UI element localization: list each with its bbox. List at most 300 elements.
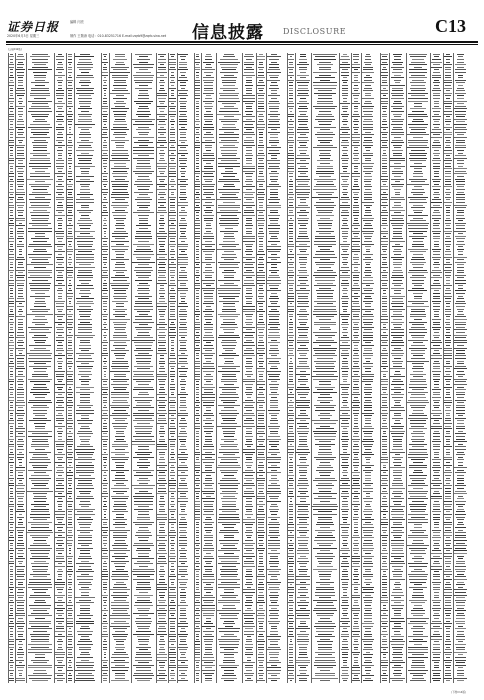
- table-cell: [19, 675, 23, 676]
- table-cell: [10, 121, 14, 122]
- table-cell: [138, 127, 149, 128]
- table-cell: [16, 639, 25, 640]
- table-cell: [179, 327, 187, 328]
- table-cell: [18, 129, 23, 130]
- table-row: [101, 423, 189, 424]
- table-cell: [171, 75, 175, 76]
- table-cell: [19, 662, 23, 663]
- table-cell: [179, 101, 187, 102]
- table-cell: [102, 483, 108, 484]
- table-cell: [17, 283, 25, 284]
- table-cell: [103, 605, 107, 606]
- table-cell: [69, 628, 71, 629]
- table-cell: [115, 348, 125, 349]
- table-cell: [104, 77, 107, 78]
- table-cell: [17, 392, 25, 393]
- section-title: 信息披露: [192, 18, 264, 43]
- table-row: [101, 478, 189, 479]
- table-cell: [28, 628, 51, 629]
- table-cell: [171, 678, 174, 679]
- table-cell: [169, 264, 176, 265]
- table-cell: [159, 249, 166, 250]
- table-cell: [160, 436, 165, 437]
- table-cell: [157, 400, 166, 401]
- table-cell: [112, 413, 129, 414]
- table-row: [8, 626, 96, 627]
- table-cell: [180, 199, 186, 200]
- table-cell: [69, 181, 72, 182]
- table-cell: [31, 511, 49, 512]
- table-cell: [28, 530, 51, 531]
- table-cell: [32, 376, 47, 377]
- table-cell: [137, 462, 149, 463]
- table-row: [194, 56, 282, 57]
- table-cell: [29, 582, 50, 583]
- table-row: [101, 660, 189, 661]
- table-cell: [110, 371, 130, 372]
- table-cell: [135, 296, 152, 297]
- table-cell: [10, 431, 12, 432]
- table-cell: [17, 517, 24, 518]
- table-cell: [160, 358, 164, 359]
- table-cell: [204, 106, 213, 107]
- table-cell: [55, 384, 65, 385]
- table-cell: [78, 147, 92, 148]
- table-cell: [157, 589, 166, 590]
- table-cell: [57, 379, 63, 380]
- table-row: [101, 150, 189, 151]
- table-cell: [180, 231, 186, 232]
- table-cell: [157, 449, 166, 450]
- table-cell: [57, 316, 63, 317]
- table-cell: [68, 241, 71, 242]
- table-row: [101, 275, 189, 276]
- table-row: [101, 176, 189, 177]
- table-cell: [138, 155, 150, 156]
- table-cell: [28, 675, 53, 676]
- table-cell: [181, 589, 186, 590]
- table-cell: [17, 199, 24, 200]
- table-cell: [10, 675, 12, 676]
- table-cell: [68, 498, 73, 499]
- table-row: [101, 147, 189, 148]
- table-cell: [55, 215, 65, 216]
- table-cell: [170, 400, 175, 401]
- table-cell: [170, 639, 174, 640]
- table-cell: [9, 163, 14, 164]
- table-cell: [10, 553, 12, 554]
- table-cell: [69, 64, 72, 65]
- table-cell: [16, 225, 25, 226]
- table-cell: [79, 556, 91, 557]
- table-cell: [68, 478, 71, 479]
- table-row: [8, 470, 96, 471]
- table-cell: [179, 249, 187, 250]
- table-cell: [170, 488, 176, 489]
- table-row: [101, 82, 189, 83]
- table-cell: [81, 418, 90, 419]
- table-cell: [169, 212, 176, 213]
- table-cell: [135, 355, 151, 356]
- table-cell: [160, 246, 164, 247]
- table-cell: [179, 119, 186, 120]
- table-row: [8, 628, 96, 629]
- table-cell: [68, 639, 72, 640]
- table-cell: [179, 514, 188, 515]
- table-row: [8, 288, 96, 289]
- table-row: [101, 137, 189, 138]
- table-cell: [32, 337, 47, 338]
- table-cell: [76, 262, 94, 263]
- table-cell: [104, 657, 107, 658]
- table-cell: [56, 181, 65, 182]
- table-cell: [104, 472, 106, 473]
- table-cell: [179, 376, 187, 377]
- table-cell: [57, 431, 63, 432]
- table-cell: [67, 335, 73, 336]
- table-cell: [10, 470, 14, 471]
- table-cell: [169, 98, 175, 99]
- table-cell: [33, 241, 46, 242]
- table-cell: [17, 543, 24, 544]
- table-cell: [16, 166, 24, 167]
- table-row: [8, 218, 96, 219]
- table-cell: [133, 415, 153, 416]
- table-cell: [77, 337, 92, 338]
- table-cell: [68, 589, 71, 590]
- table-row: [101, 675, 189, 676]
- table-row: [101, 420, 189, 421]
- table-cell: [196, 56, 198, 57]
- table-cell: [57, 667, 64, 668]
- table-cell: [68, 67, 71, 68]
- table-cell: [58, 311, 63, 312]
- table-cell: [75, 267, 94, 268]
- table-cell: [134, 509, 153, 510]
- table-row: [101, 69, 189, 70]
- table-cell: [171, 350, 175, 351]
- table-cell: [179, 160, 187, 161]
- table-cell: [180, 657, 186, 658]
- table-cell: [159, 522, 165, 523]
- table-cell: [55, 673, 64, 674]
- table-cell: [178, 179, 188, 180]
- table-cell: [9, 285, 14, 286]
- table-row: [8, 592, 96, 593]
- table-cell: [76, 199, 93, 200]
- table-cell: [16, 431, 25, 432]
- table-cell: [136, 103, 151, 104]
- table-row: [194, 90, 282, 91]
- table-cell: [134, 80, 153, 81]
- table-cell: [134, 350, 153, 351]
- table-cell: [180, 132, 185, 133]
- table-cell: [68, 400, 71, 401]
- table-cell: [111, 657, 128, 658]
- table-cell: [29, 108, 51, 109]
- table-cell: [103, 631, 108, 632]
- table-cell: [170, 579, 176, 580]
- table-cell: [169, 667, 175, 668]
- table-cell: [31, 446, 49, 447]
- table-cell: [157, 519, 166, 520]
- table-cell: [80, 610, 91, 611]
- table-cell: [170, 309, 174, 310]
- table-cell: [159, 241, 165, 242]
- table-cell: [133, 457, 155, 458]
- table-cell: [112, 579, 129, 580]
- table-cell: [137, 465, 151, 466]
- table-cell: [9, 301, 14, 302]
- table-row: [8, 340, 96, 341]
- table-cell: [160, 215, 165, 216]
- table-cell: [57, 98, 62, 99]
- table-cell: [257, 59, 264, 60]
- table-cell: [19, 103, 23, 104]
- table-cell: [181, 168, 185, 169]
- table-row: [8, 80, 96, 81]
- table-cell: [56, 517, 65, 518]
- table-cell: [57, 80, 62, 81]
- table-row: [8, 527, 96, 528]
- table-cell: [181, 241, 185, 242]
- table-cell: [103, 285, 107, 286]
- table-cell: [138, 553, 150, 554]
- table-cell: [158, 137, 165, 138]
- table-cell: [17, 530, 23, 531]
- table-cell: [35, 324, 46, 325]
- table-cell: [170, 108, 174, 109]
- table-row: [101, 244, 189, 245]
- table-cell: [110, 72, 129, 73]
- table-cell: [138, 556, 149, 557]
- table-cell: [136, 623, 150, 624]
- table-row: [101, 488, 189, 489]
- table-cell: [271, 98, 277, 99]
- table-cell: [133, 634, 155, 635]
- table-cell: [160, 288, 164, 289]
- table-cell: [203, 101, 213, 102]
- table-cell: [9, 160, 14, 161]
- table-cell: [218, 62, 239, 63]
- table-row: [8, 407, 96, 408]
- table-cell: [159, 319, 166, 320]
- table-cell: [76, 498, 95, 499]
- table-cell: [112, 186, 129, 187]
- table-cell: [67, 647, 73, 648]
- table-cell: [76, 303, 95, 304]
- table-cell: [67, 467, 72, 468]
- table-cell: [169, 410, 176, 411]
- table-row: [101, 168, 189, 169]
- table-cell: [170, 504, 175, 505]
- table-cell: [115, 251, 124, 252]
- table-row: [101, 667, 189, 668]
- table-row: [101, 600, 189, 601]
- table-cell: [158, 420, 166, 421]
- table-cell: [114, 218, 126, 219]
- table-row: [101, 111, 189, 112]
- table-cell: [102, 329, 107, 330]
- table-cell: [138, 446, 148, 447]
- table-cell: [103, 251, 107, 252]
- table-cell: [10, 319, 13, 320]
- table-cell: [111, 155, 129, 156]
- table-cell: [81, 506, 89, 507]
- table-cell: [76, 150, 94, 151]
- table-cell: [269, 75, 279, 76]
- table-cell: [223, 85, 235, 86]
- table-cell: [110, 589, 129, 590]
- table-cell: [138, 176, 149, 177]
- table-cell: [58, 171, 62, 172]
- table-row: [8, 582, 96, 583]
- table-cell: [69, 108, 72, 109]
- table-cell: [81, 215, 89, 216]
- table-cell: [68, 324, 72, 325]
- table-cell: [31, 129, 50, 130]
- table-cell: [169, 236, 175, 237]
- table-cell: [58, 634, 62, 635]
- table-cell: [179, 111, 187, 112]
- table-cell: [32, 67, 48, 68]
- table-cell: [30, 137, 49, 138]
- table-cell: [158, 98, 167, 99]
- table-cell: [134, 67, 153, 68]
- table-cell: [179, 649, 186, 650]
- table-cell: [158, 475, 166, 476]
- table-cell: [179, 93, 187, 94]
- table-cell: [180, 392, 186, 393]
- table-cell: [116, 517, 125, 518]
- table-cell: [9, 116, 13, 117]
- table-cell: [57, 168, 62, 169]
- table-cell: [55, 491, 64, 492]
- table-cell: [139, 220, 149, 221]
- table-cell: [158, 613, 165, 614]
- table-cell: [137, 163, 149, 164]
- table-cell: [170, 241, 175, 242]
- table-row: [8, 405, 96, 406]
- table-cell: [178, 153, 188, 154]
- table-cell: [159, 179, 166, 180]
- table-cell: [57, 345, 64, 346]
- table-row: [8, 59, 96, 60]
- table-cell: [69, 485, 72, 486]
- table-row: [101, 212, 189, 213]
- table-cell: [179, 225, 188, 226]
- table-cell: [102, 574, 107, 575]
- table-cell: [58, 413, 63, 414]
- table-row: [8, 129, 96, 130]
- table-cell: [79, 355, 91, 356]
- table-cell: [104, 639, 107, 640]
- table-cell: [169, 150, 176, 151]
- table-cell: [159, 571, 164, 572]
- table-row: [8, 545, 96, 546]
- table-cell: [78, 324, 92, 325]
- table-cell: [157, 114, 166, 115]
- table-cell: [169, 114, 176, 115]
- table-cell: [181, 210, 186, 211]
- table-cell: [110, 415, 129, 416]
- table-cell: [157, 660, 166, 661]
- table-cell: [32, 439, 48, 440]
- table-cell: [178, 355, 187, 356]
- table-cell: [171, 145, 174, 146]
- table-cell: [137, 597, 149, 598]
- table-cell: [9, 77, 13, 78]
- table-cell: [17, 652, 24, 653]
- table-cell: [133, 376, 155, 377]
- table-cell: [137, 517, 150, 518]
- table-cell: [10, 296, 13, 297]
- table-cell: [180, 345, 185, 346]
- table-row: [8, 670, 96, 671]
- table-cell: [18, 327, 22, 328]
- table-cell: [55, 251, 64, 252]
- table-cell: [102, 576, 108, 577]
- table-row: [8, 264, 96, 265]
- table-cell: [170, 168, 176, 169]
- table-cell: [10, 413, 12, 414]
- table-row: [8, 88, 96, 89]
- table-cell: [111, 194, 130, 195]
- table-cell: [103, 348, 106, 349]
- table-row: [101, 374, 189, 375]
- table-cell: [115, 527, 125, 528]
- table-cell: [159, 322, 164, 323]
- table-cell: [196, 108, 200, 109]
- table-cell: [169, 285, 175, 286]
- table-row: [101, 264, 189, 265]
- table-cell: [104, 405, 107, 406]
- table-cell: [178, 394, 188, 395]
- table-cell: [68, 631, 72, 632]
- table-row: [8, 376, 96, 377]
- table-cell: [18, 561, 23, 562]
- table-cell: [81, 384, 89, 385]
- table-cell: [58, 483, 63, 484]
- table-cell: [31, 132, 49, 133]
- fine-print-table: [101, 53, 189, 683]
- table-cell: [80, 80, 89, 81]
- table-cell: [18, 54, 22, 55]
- table-cell: [56, 556, 63, 557]
- table-cell: [34, 423, 46, 424]
- table-cell: [139, 483, 148, 484]
- table-cell: [132, 262, 154, 263]
- table-cell: [171, 524, 174, 525]
- table-cell: [81, 205, 89, 206]
- table-cell: [171, 262, 174, 263]
- table-cell: [133, 389, 153, 390]
- table-cell: [18, 418, 22, 419]
- table-row: [8, 150, 96, 151]
- table-cell: [67, 207, 73, 208]
- table-cell: [77, 657, 93, 658]
- table-cell: [104, 420, 107, 421]
- table-cell: [271, 54, 277, 55]
- table-row: [194, 85, 282, 86]
- table-cell: [10, 335, 14, 336]
- table-cell: [80, 493, 89, 494]
- table-cell: [180, 348, 187, 349]
- table-cell: [10, 374, 14, 375]
- table-row: [101, 517, 189, 518]
- table-cell: [178, 257, 188, 258]
- table-cell: [116, 272, 124, 273]
